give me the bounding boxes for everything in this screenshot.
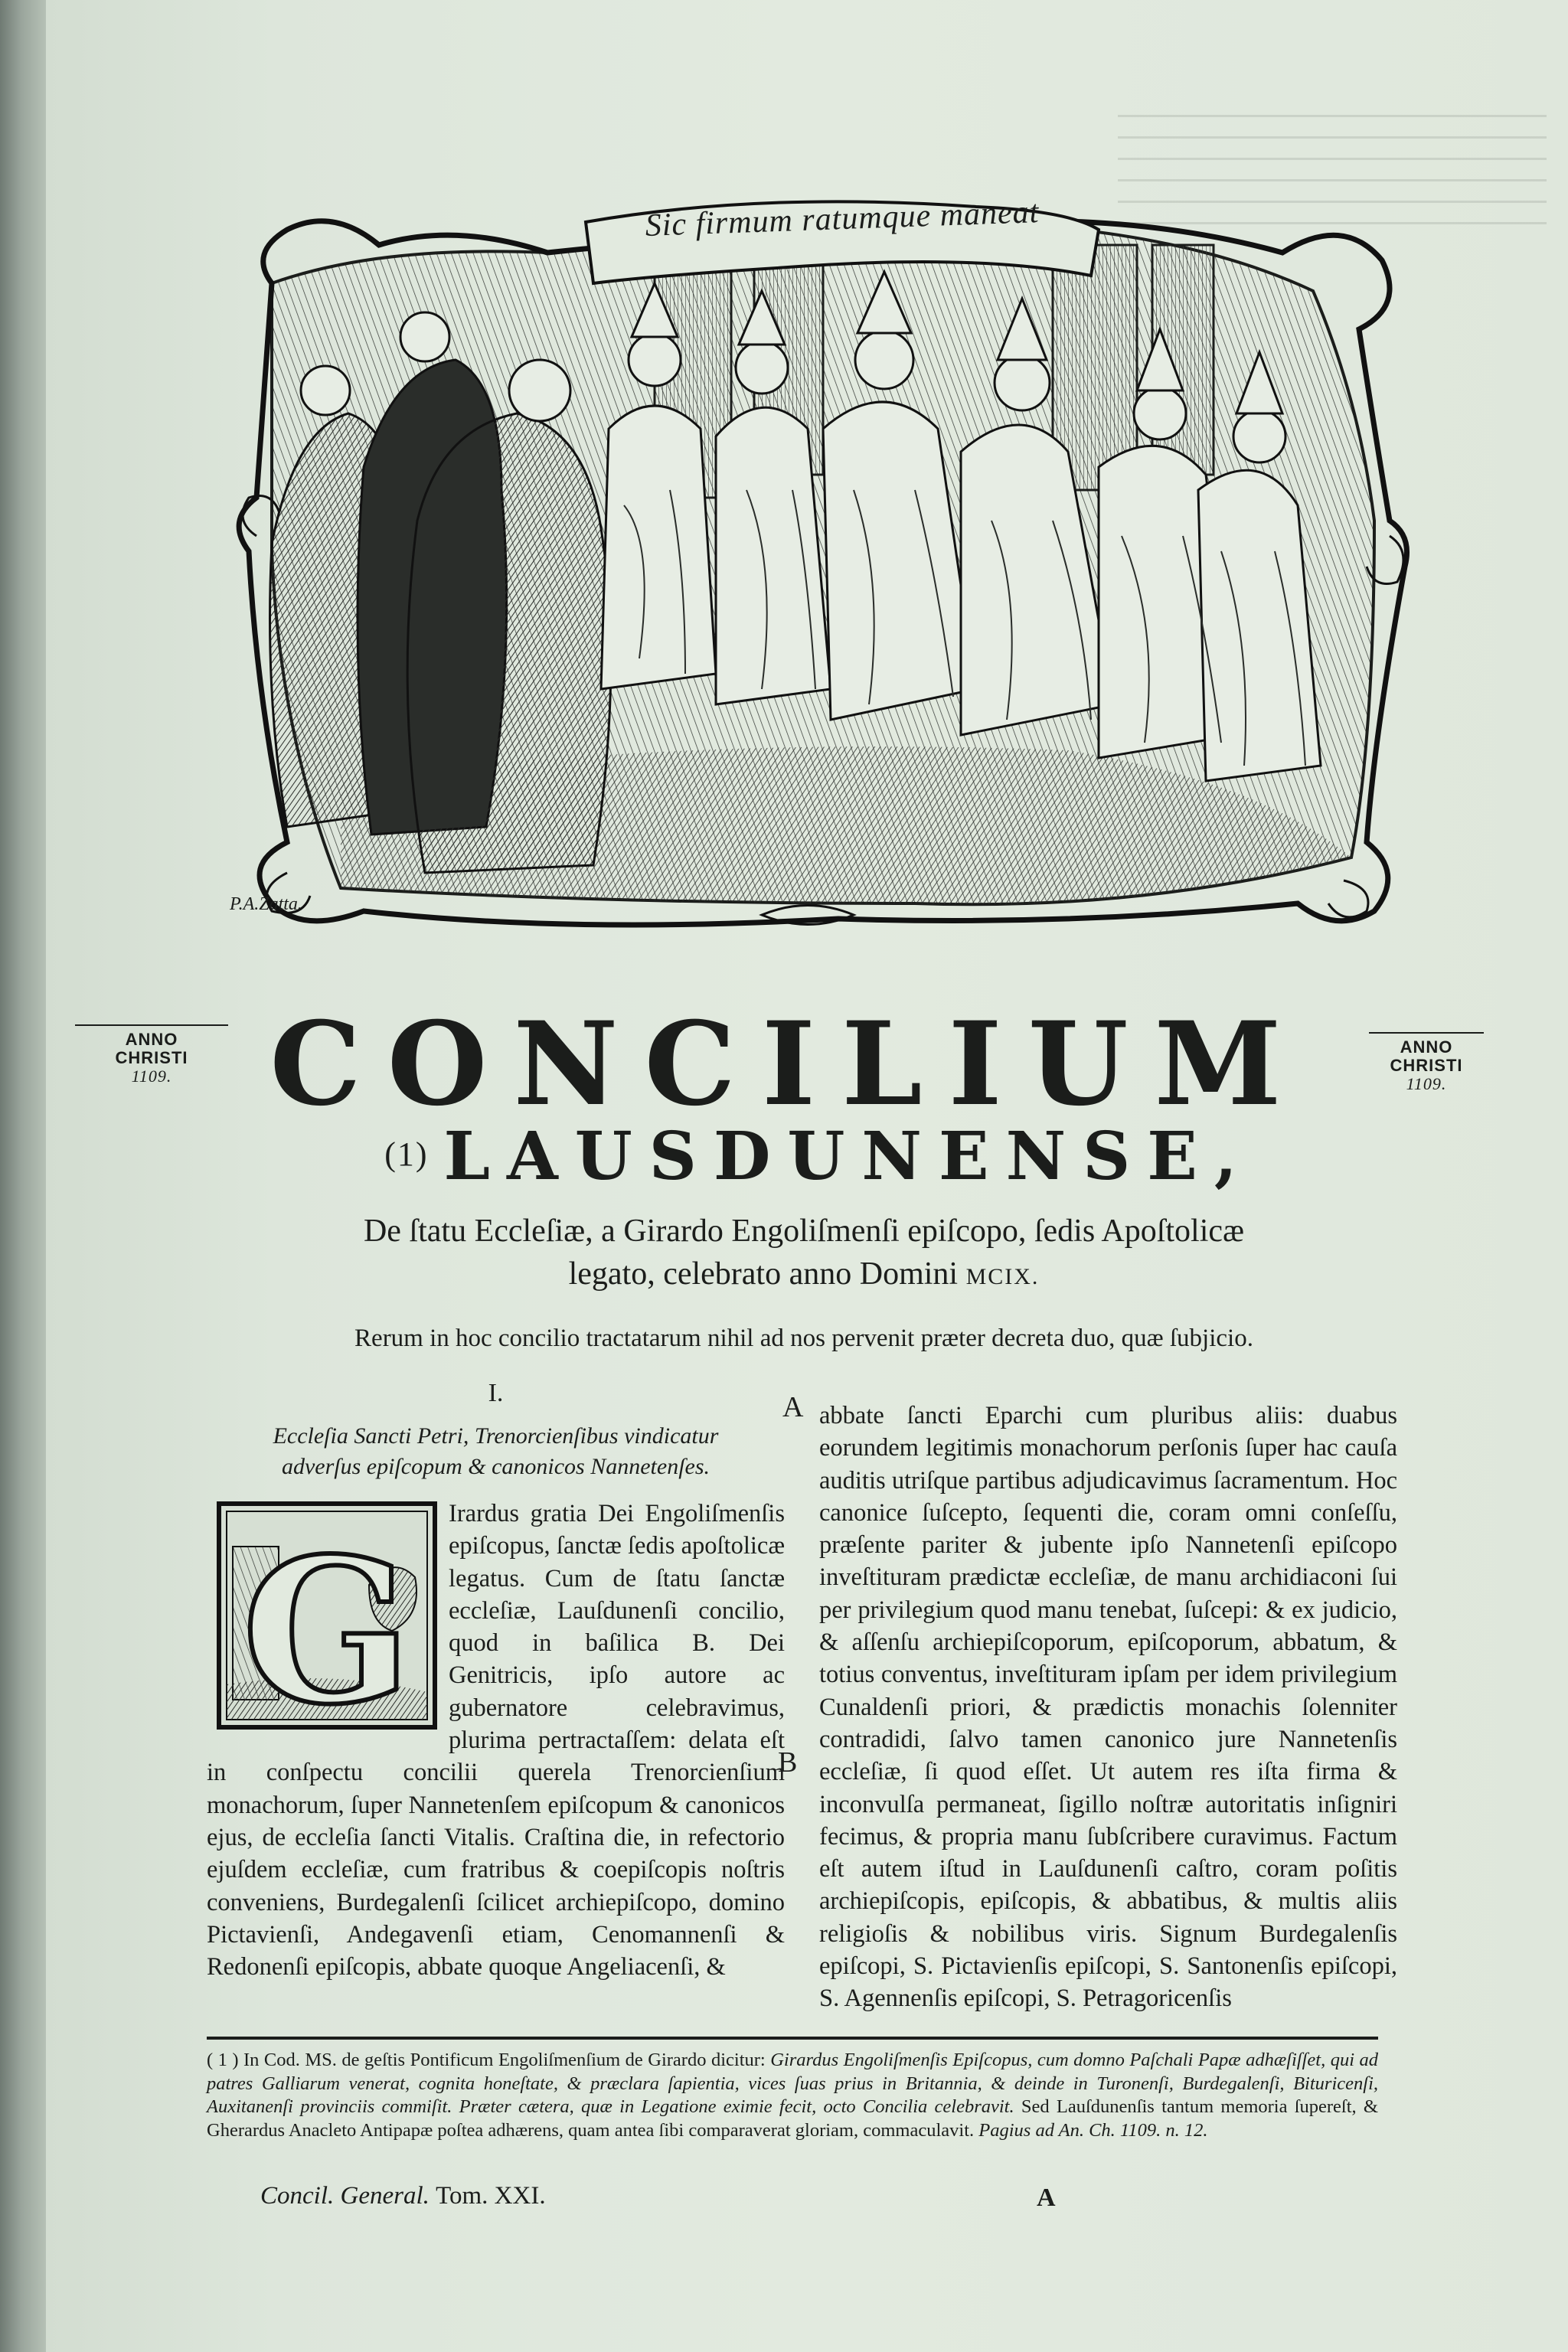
subtitle-line-1: De ſtatu Eccleſiæ, a Girardo Engoliſmenſi epiſcopo, ſedis Apoſtolicæ	[363, 1214, 1245, 1249]
decree-text-right: abbate ſancti Eparchi cum pluribus aliis: duabus eorundem legitimis monachorum perſonis ſuper hac cauſa auditis utriſque partibus adjudicavimus ſacramentum. Hoc canonice ſuſcepto, ſequenti die, coram omni conſeſſu, præſente pariter & jubente ipſo Nannetenſi epiſcopo inveſtituram prædictæ eccleſiæ, de manu archidiaconi ſui per privilegium quod manu tenebat, ſuſcepi: & ex judicio, & aſſenſu archiepiſcoporum, epiſcoporum, abbatum, & totius conventus, inveſtituram ipſam per idem privilegium Cunaldenſi priori, & prædictis monachis ſolenniter contradidi, ſalvo tamen canonico jure Nannetenſis eccleſiæ, ſi quod eſſet. Ut autem res iſta firma & inconvulſa permaneat, ſigillo noſtræ autoritatis inſigniri fecimus, & propria manu ſubſcribere curavimus. Factum eſt autem iſtud in Lauſdunenſi caſtro, coram poſitis archiepiſcopis, epiſcopis, & abbatibus, & multis aliis religioſis & nobilibus viris. Signum Burdegalenſis epiſcopi, S. Pictavienſis epiſcopi, S. Santonenſis epiſcopi, S. Agennenſis epiſcopi, S. Petragoricenſis	[819, 1402, 1397, 2013]
engraving-motto: Sic firmum ratumque maneat	[644, 194, 1040, 243]
printer-signature	[260, 2182, 546, 2210]
subtitle-year: MCIX.	[965, 1264, 1040, 1289]
subtitle	[230, 1210, 1378, 1298]
year-label-christi: CHRISTI	[115, 1048, 188, 1067]
subtitle-line-2	[230, 1253, 1378, 1298]
engraving-image	[226, 199, 1420, 934]
dropcap-image	[216, 1501, 438, 1730]
council-engraving	[226, 199, 1420, 934]
year-label-anno: ANNO	[125, 1030, 178, 1049]
margin-letter-a: A	[782, 1391, 804, 1423]
year-value: 1109.	[131, 1067, 172, 1086]
footnote	[207, 2049, 1378, 2142]
right-column	[819, 1400, 1397, 2015]
year-value: 1109.	[1406, 1074, 1447, 1093]
subtitle-line-2-text: legato, celebrato anno Domini	[568, 1256, 959, 1292]
tome-number: Tom. XXI.	[436, 2182, 546, 2210]
footnote-divider	[207, 2037, 1378, 2040]
decree-text-left: Irardus gratia Dei Engoliſmenſis epiſcopus, ſanctæ ſedis apoſtolicæ legatus. Cum de ſtatu ſanctæ eccleſiæ, Lauſdunenſi concilio, quod in baſilica B. Dei Genitricis, ipſo autore ac gubernatore celebravimus, plurima pertractaſſem: delata eſt in conſpectu concilii querela Trenorcienſium monachorum, ſuper Nannetenſem epiſcopum & canonicos ejus, de eccleſia ſancti Vitalis. Craſtina die, in refectorio ejuſdem eccleſiæ, cum fratribus & coepiſcopis noſtris conveniens, Burdegalenſi ſcilicet archiepiſcopo, domino Pictavienſi, Andegavenſi etiam, Cenomannenſi & Redonenſi epiſcopis, abbate quoque Angeliacenſi, &	[207, 1500, 785, 1981]
year-rule	[1369, 1032, 1484, 1034]
year-label-anno: ANNO	[1400, 1037, 1453, 1057]
intro-sentence: Rerum in hoc concilio tractatarum nihil ad nos pervenit præter decreta duo, quæ ſubjicio.	[354, 1325, 1253, 1352]
section-heading-line-2: adverſus epiſcopum & canonicos Nannetenſes.	[281, 1454, 710, 1479]
page-title: CONCILIUM	[270, 997, 1308, 1132]
dropcap-letter: G	[241, 1515, 413, 1730]
footnote-text: Sed Lauſdunenſis tantum memoria ſupereſt, & Gherardus Anacleto Antipapæ poſtea adhærens, quam antea ſibi comparaverat gloriam, commaculavit.	[207, 2096, 1378, 2141]
gathering-letter: A	[1037, 2184, 1056, 2212]
section-heading	[222, 1421, 769, 1482]
year-marker-left	[75, 1024, 228, 1086]
section-heading-line-1: Eccleſia Sancti Petri, Trenorcienſibus vindicatur	[273, 1423, 719, 1449]
year-marker-right	[1369, 1032, 1484, 1093]
margin-letter-b: B	[778, 1746, 798, 1779]
left-column	[207, 1377, 785, 1983]
title-sub-text: LAUSDUNENSE,	[443, 1118, 1254, 1195]
footnote-citation: Pagius ad An. Ch. 1109. n. 12.	[978, 2119, 1208, 2141]
footnote-intro: ( 1 ) In Cod. MS. de geſtis Pontificum Engoliſmenſium de Girardo dicitur:	[207, 2050, 766, 2070]
footnote-quote: Girardus Engoliſmenſis Epiſcopus, cum domno Paſchali Papæ adhæſiſſet, qui ad patres Galliarum venerat, cognita honeſtate, & præclara ſapientia, vices ſuas prius in Britannia, & deinde in Turonenſi, Burdegalenſi, Bituricenſi, Auxitanenſi provinciis commiſit. Præter cætera, quæ in Legatione eximie fecit, octo Concilia celebravit.	[207, 2050, 1379, 2118]
page-subtitle-title	[283, 1116, 1355, 1195]
year-rule	[75, 1024, 228, 1026]
ornamental-dropcap	[216, 1501, 438, 1730]
footnote-marker: (1)	[384, 1135, 429, 1173]
year-label-christi: CHRISTI	[1390, 1056, 1463, 1075]
printer-signature-text: Concil. General.	[260, 2182, 430, 2210]
body-text-wrap	[207, 1498, 785, 1983]
engraver-signature: P.A.Zatta.	[230, 894, 302, 914]
section-number: I.	[488, 1379, 504, 1407]
